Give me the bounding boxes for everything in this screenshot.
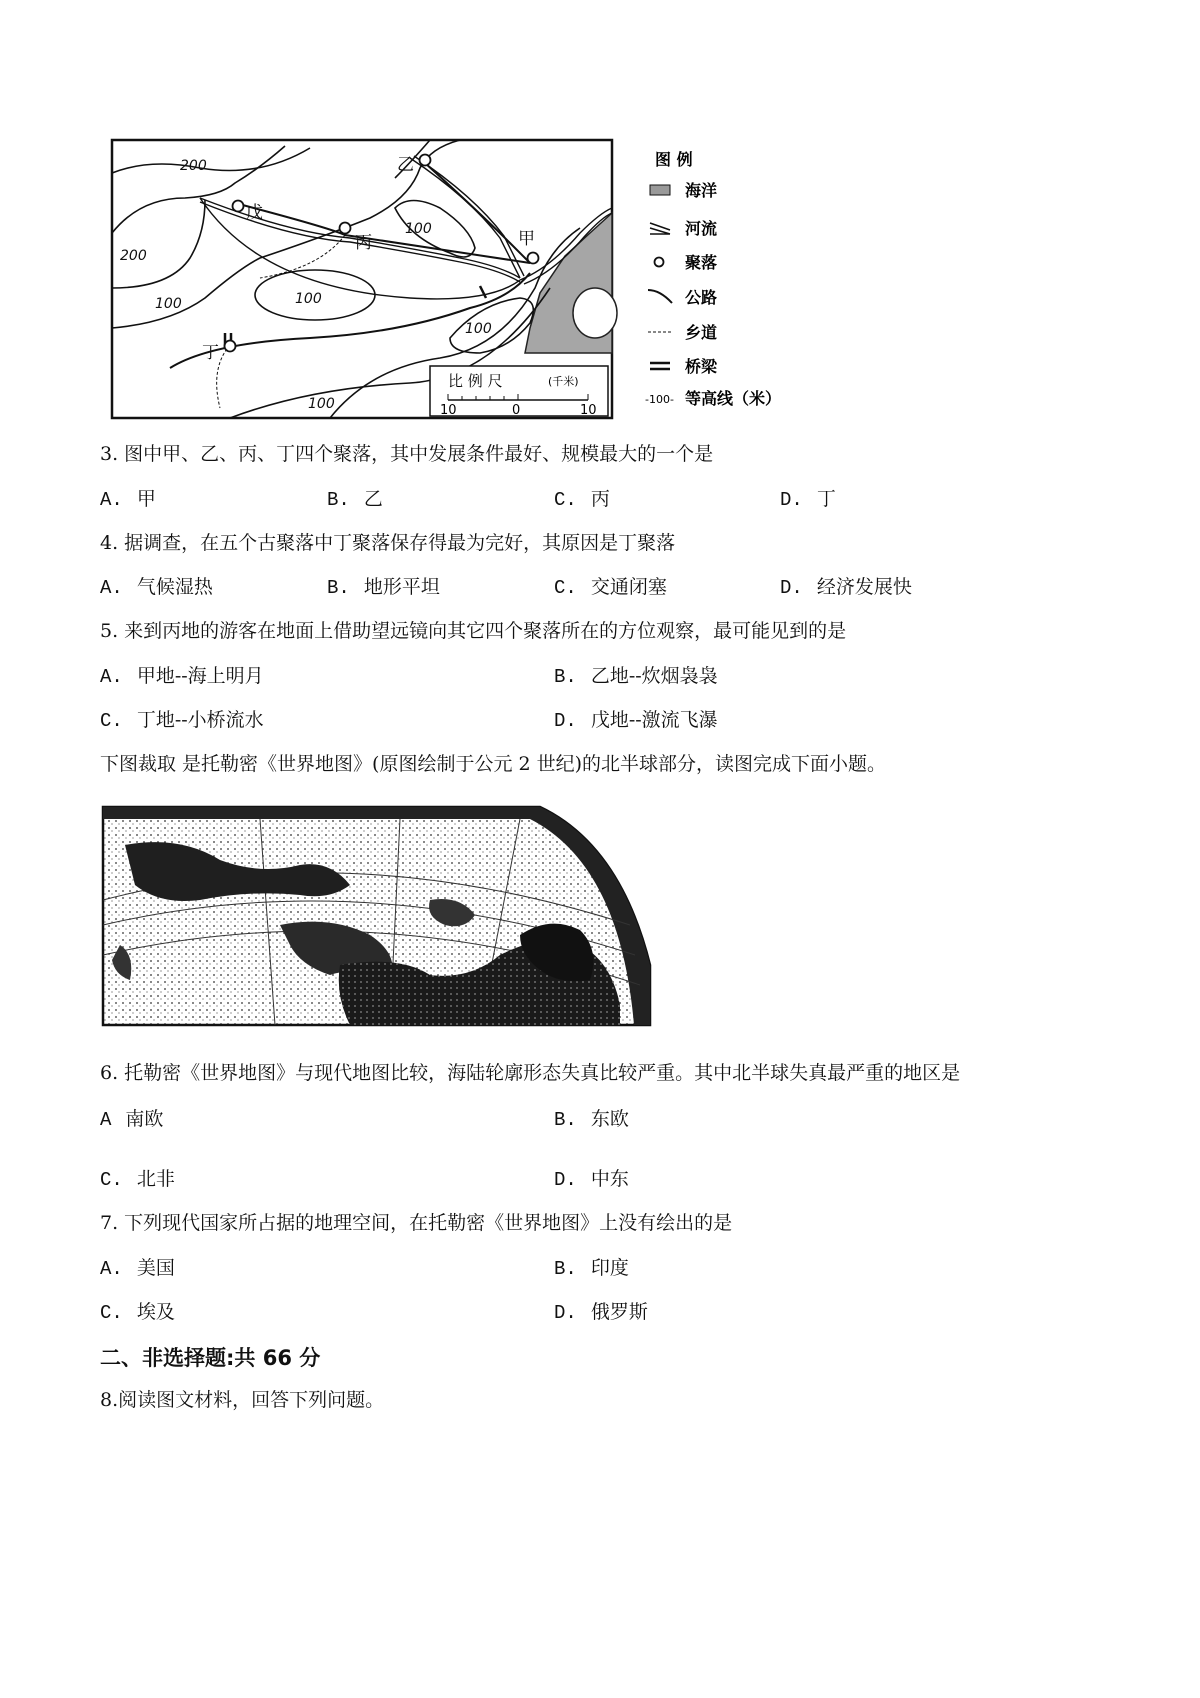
contour-label: 100: [155, 296, 182, 312]
legend-item: 公路: [685, 288, 718, 307]
legend-item: 海洋: [685, 181, 718, 200]
q6-option-b: B. 东欧: [554, 1108, 629, 1131]
q5-option-d: D. 戊地--激流飞瀑: [554, 709, 718, 732]
map2-intro: 下图裁取 是托勒密《世界地图》(原图绘制于公元 2 世纪)的北半球部分，读图完成下面小题。: [100, 753, 887, 775]
legend-ocean-swatch: [650, 185, 670, 195]
scale-right: 10: [580, 403, 597, 418]
contour-label: 200: [180, 158, 207, 174]
q5-option-a: A. 甲地--海上明月: [100, 665, 264, 688]
q5-option-c: C. 丁地--小桥流水: [100, 709, 264, 732]
q3-option-c: C. 丙: [554, 488, 610, 511]
q4-option-b: B. 地形平坦: [327, 576, 440, 599]
question-8: 8.阅读图文材料，回答下列问题。: [100, 1389, 385, 1411]
contour-label: 100: [465, 321, 492, 337]
q4-option-a: A. 气候湿热: [100, 576, 213, 599]
question-3: 3. 图中甲、乙、丙、丁四个聚落，其中发展条件最好、规模最大的一个是: [100, 443, 714, 465]
legend-title: 图 例: [655, 150, 693, 169]
scale-title: 比 例 尺: [448, 372, 503, 390]
legend-contour-symbol: -100-: [645, 393, 674, 406]
contour-map: [110, 138, 810, 428]
question-6: 6. 托勒密《世界地图》与现代地图比较，海陆轮廓形态失真比较严重。其中北半球失真最严重的地区是: [100, 1062, 961, 1084]
label-jia: 甲: [518, 229, 535, 249]
contour-label: 100: [295, 291, 322, 307]
label-wu: 戊: [246, 203, 263, 223]
contour-label: 100: [405, 221, 432, 237]
settlement-bing: [340, 223, 351, 234]
q4-option-c: C. 交通闭塞: [554, 576, 667, 599]
q7-option-d: D. 俄罗斯: [554, 1301, 648, 1324]
q7-option-a: A. 美国: [100, 1257, 175, 1280]
scale-bar: [430, 366, 608, 418]
legend-item: 乡道: [685, 323, 718, 342]
q5-option-b: B. 乙地--炊烟袅袅: [554, 665, 718, 688]
q7-option-b: B. 印度: [554, 1257, 629, 1280]
legend-item: 聚落: [685, 253, 718, 272]
q3-option-d: D. 丁: [780, 488, 836, 511]
settlement-wu: [233, 201, 244, 212]
scale-unit: (千米): [548, 375, 579, 388]
legend-item: 等高线（米）: [685, 389, 782, 408]
legend-river-symbol: [650, 223, 670, 234]
contour-label: 100: [308, 396, 335, 412]
scale-left: 10: [440, 403, 457, 418]
question-4: 4. 据调查，在五个古聚落中丁聚落保存得最为完好，其原因是丁聚落: [100, 532, 676, 554]
island: [573, 288, 617, 338]
label-bing: 丙: [355, 233, 372, 253]
label-yi: 乙: [397, 155, 414, 175]
map-legend: [645, 150, 781, 408]
settlement-jia: [528, 253, 539, 264]
q3-option-a: A. 甲: [100, 488, 156, 511]
q6-option-d: D. 中东: [554, 1168, 629, 1191]
ptolemy-world-map: [100, 805, 652, 1030]
label-ding: 丁: [202, 343, 219, 363]
settlement-ding: [225, 341, 236, 352]
q6-option-a: A 南欧: [100, 1108, 164, 1131]
q6-option-c: C. 北非: [100, 1168, 175, 1191]
question-5: 5. 来到丙地的游客在地面上借助望远镜向其它四个聚落所在的方位观察，最可能见到的是: [100, 620, 847, 642]
question-7: 7. 下列现代国家所占据的地理空间，在托勒密《世界地图》上没有绘出的是: [100, 1212, 733, 1234]
q7-option-c: C. 埃及: [100, 1301, 175, 1324]
legend-item: 桥梁: [685, 357, 718, 376]
q3-option-b: B. 乙: [327, 488, 383, 511]
contour-label: 200: [120, 248, 147, 264]
section-2-heading: 二、非选择题:共 66 分: [100, 1346, 321, 1370]
legend-settlement-symbol: [655, 258, 664, 267]
legend-road-symbol: [648, 290, 672, 303]
q4-option-d: D. 经济发展快: [780, 576, 912, 599]
legend-bridge-symbol: [650, 363, 670, 369]
legend-item: 河流: [685, 219, 718, 238]
settlement-yi: [420, 155, 431, 166]
scale-mid: 0: [512, 403, 521, 418]
